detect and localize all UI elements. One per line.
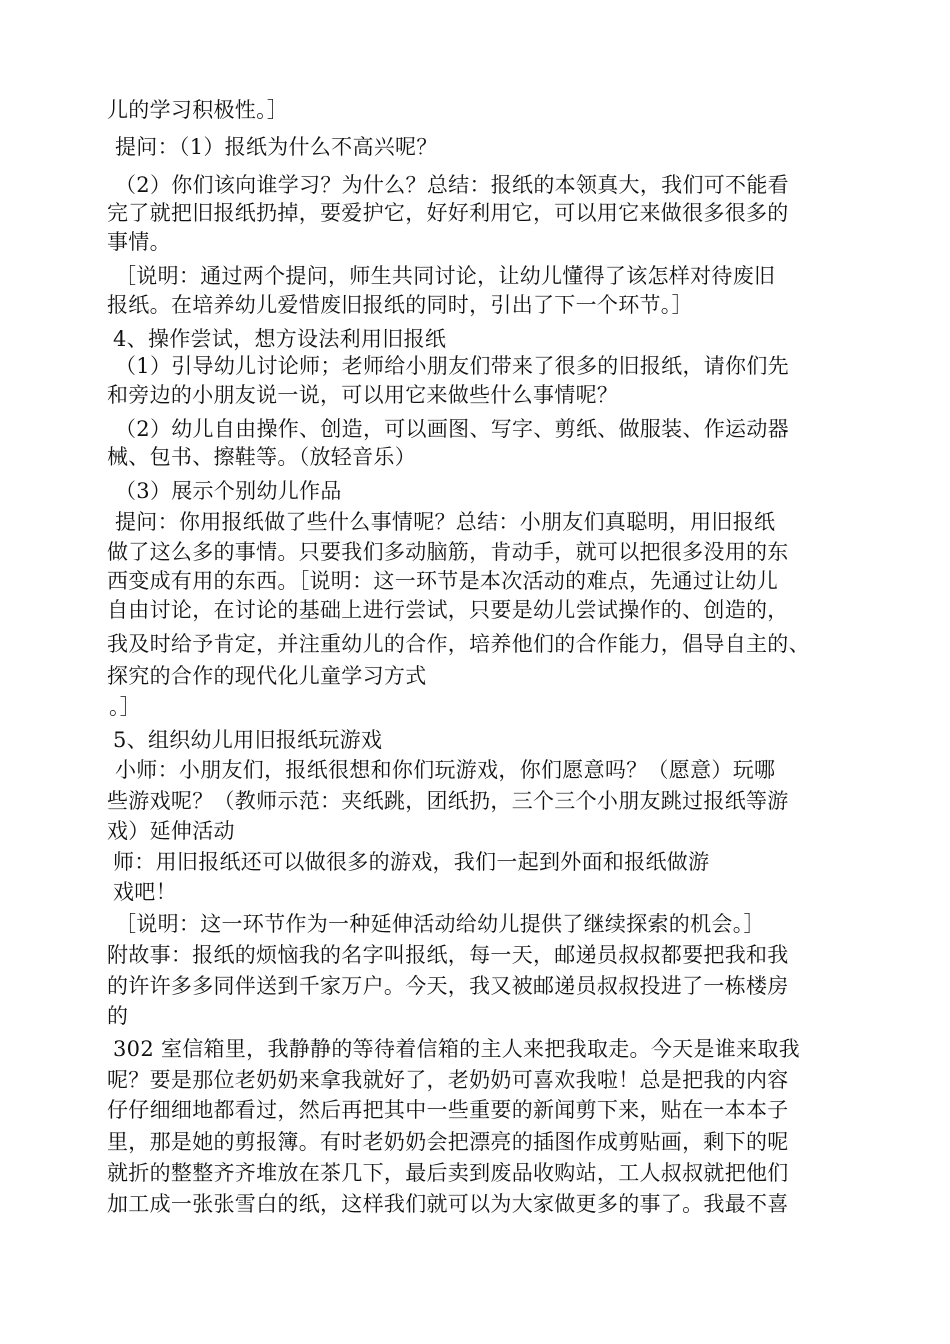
text-line: 提问：（1）报纸为什么不高兴呢？ (115, 135, 438, 159)
text-line: 仔仔细细地都看过，然后再把其中一些重要的新闻剪下来，贴在一本本子 (107, 1098, 789, 1122)
text-line: 儿的学习积极性。］ (107, 98, 289, 122)
text-line: 探究的合作的现代化儿童学习方式 (107, 664, 427, 688)
text-line: 的许许多多同伴送到千家万户。今天，我又被邮递员叔叔投进了一栋楼房 (107, 974, 789, 998)
text-line: （3）展示个别幼儿作品 (115, 479, 342, 503)
text-line: 戏吧！ (113, 880, 177, 904)
text-line: 提问：你用报纸做了些什么事情呢？总结：小朋友们真聪明，用旧报纸 (115, 510, 776, 534)
text-line: 和旁边的小朋友说一说，可以用它来做些什么事情呢？ (107, 383, 619, 407)
text-line: ［说明：通过两个提问，师生共同讨论，让幼儿懂得了该怎样对待废旧 (115, 264, 776, 288)
text-line: 附故事：报纸的烦恼我的名字叫报纸，每一天，邮递员叔叔都要把我和我 (107, 943, 789, 967)
section-heading: 4、操作尝试，想方设法利用旧报纸 (113, 327, 447, 351)
text-line: 小师：小朋友们，报纸很想和你们玩游戏，你们愿意吗？（愿意）玩哪 (115, 758, 776, 782)
text-line: 做了这么多的事情。只要我们多动脑筋，肯动手，就可以把很多没用的东 (107, 540, 789, 564)
text-line: 师：用旧报纸还可以做很多的游戏，我们一起到外面和报纸做游 (113, 850, 710, 874)
text-line: （2）幼儿自由操作、创造，可以画图、写字、剪纸、做服装、作运动器 (115, 417, 789, 441)
text-line: 。］ (109, 695, 142, 719)
text-line: ［说明：这一环节作为一种延伸活动给幼儿提供了继续探索的机会。］ (115, 912, 765, 936)
text-line: 械、包书、擦鞋等。（放轻音乐） (107, 445, 416, 469)
text-line: 呢？要是那位老奶奶来拿我就好了，老奶奶可喜欢我啦！总是把我的内容 (107, 1068, 789, 1092)
text-line: （2）你们该向谁学习？为什么？总结：报纸的本领真大，我们可不能看 (115, 173, 789, 197)
text-line: 事情。 (107, 230, 171, 254)
text-line: 戏）延伸活动 (107, 819, 235, 843)
text-line: 报纸。在培养幼儿爱惜废旧报纸的同时，引出了下一个环节。］ (107, 293, 693, 317)
text-line: 西变成有用的东西。［说明：这一环节是本次活动的难点，先通过让幼儿 (107, 569, 779, 593)
text-line: 自由讨论，在讨论的基础上进行尝试，只要是幼儿尝试操作的、创造的， (107, 598, 789, 622)
text-line: 完了就把旧报纸扔掉，要爱护它，好好利用它，可以用它来做很多很多的 (107, 201, 789, 225)
text-line: 的 (107, 1004, 129, 1028)
section-heading: 5、组织幼儿用旧报纸玩游戏 (113, 728, 383, 752)
text-line: （1）引导幼儿讨论师；老师给小朋友们带来了很多的旧报纸，请你们先 (115, 354, 789, 378)
text-line: 就折的整整齐齐堆放在茶几下，最后卖到废品收购站，工人叔叔就把他们 (107, 1161, 789, 1185)
text-line: 里，那是她的剪报簿。有时老奶奶会把漂亮的插图作成剪贴画，剩下的呢 (107, 1130, 789, 1154)
text-line: 我及时给予肯定，并注重幼儿的合作，培养他们的合作能力，倡导自主的、 (107, 632, 810, 656)
text-line: 加工成一张张雪白的纸，这样我们就可以为大家做更多的事了。我最不喜 (107, 1192, 789, 1216)
text-line: 302 室信箱里，我静静的等待着信箱的主人来把我取走。今天是谁来取我 (113, 1037, 800, 1061)
text-line: 些游戏呢？（教师示范：夹纸跳，团纸扔，三个三个小朋友跳过报纸等游 (107, 789, 789, 813)
